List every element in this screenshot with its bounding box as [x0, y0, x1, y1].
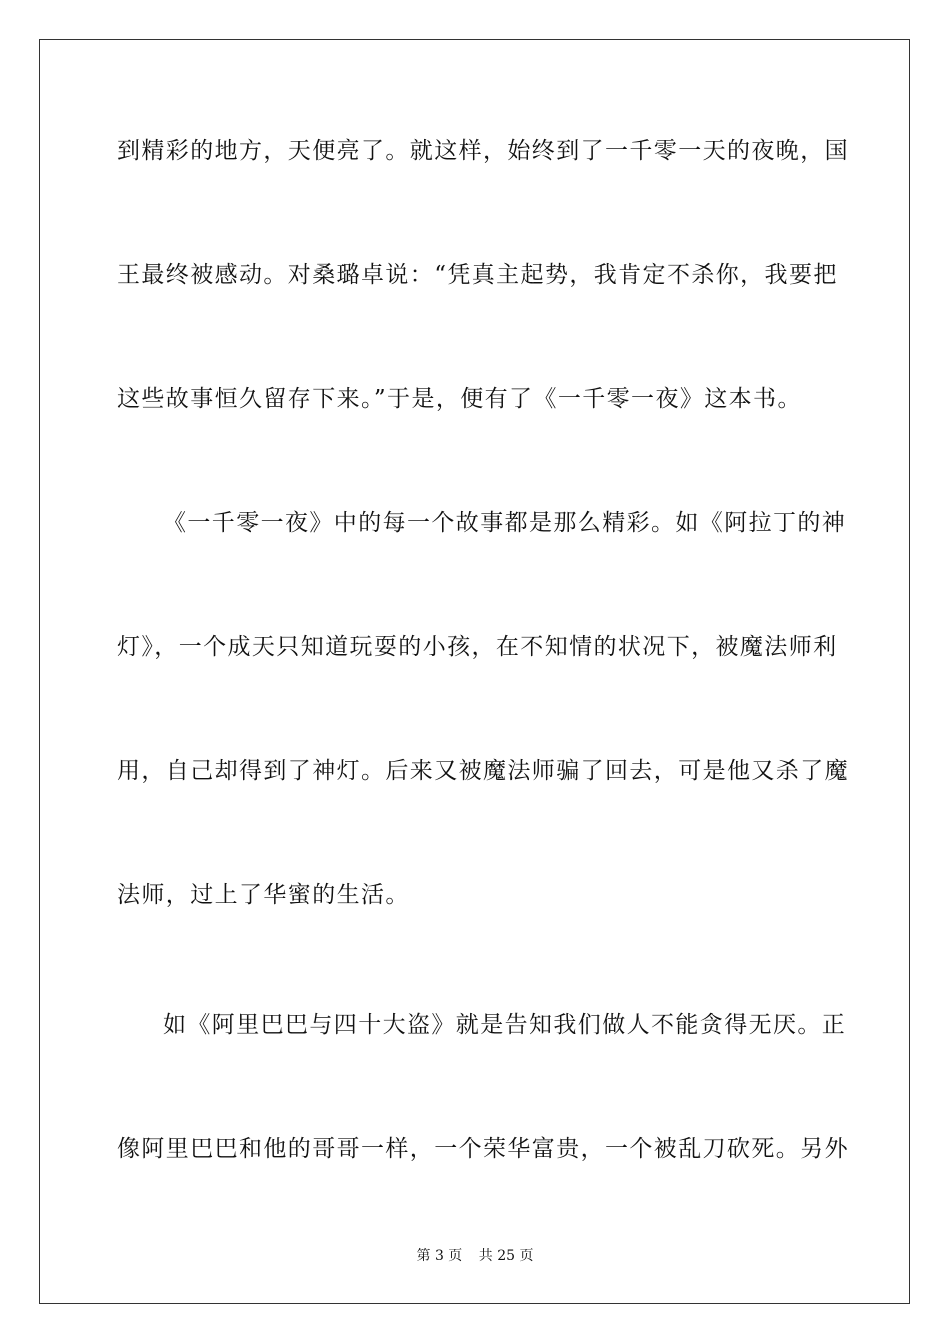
text-line-6: 用，自己却得到了神灯。后来又被魔法师骗了回去，可是他又杀了魔 [117, 758, 849, 784]
text-line-4: 《一千零一夜》中的每一个故事都是那么精彩。如《阿拉丁的神 [163, 510, 847, 536]
text-line-7: 法师，过上了华蜜的生活。 [117, 882, 410, 908]
text-line-2: 王最终被感动。对桑璐卓说：“凭真主起势，我肯定不杀你，我要把 [117, 262, 838, 288]
text-line-5: 灯》，一个成天只知道玩耍的小孩，在不知情的状况下，被魔法师利 [117, 634, 838, 660]
page-total: 共 25 页 [478, 1248, 534, 1264]
page-number: 第 3 页 [416, 1248, 463, 1264]
page-footer [0, 1247, 950, 1265]
text-line-3: 这些故事恒久留存下来。”于是，便有了《一千零一夜》这本书。 [117, 386, 802, 412]
text-line-9: 像阿里巴巴和他的哥哥一样，一个荣华富贵，一个被乱刀砍死。另外 [117, 1136, 849, 1162]
text-line-1: 到精彩的地方，天便亮了。就这样，始终到了一千零一天的夜晚，国 [117, 138, 849, 164]
text-line-8: 如《阿里巴巴与四十大盗》就是告知我们做人不能贪得无厌。正 [163, 1012, 847, 1038]
page-border [39, 39, 910, 1304]
